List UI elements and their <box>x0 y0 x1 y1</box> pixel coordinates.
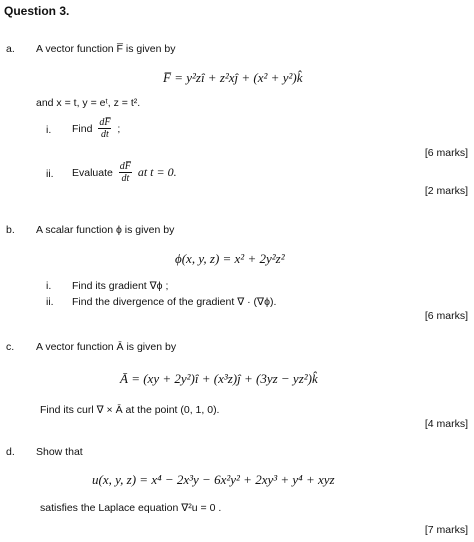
fraction-denominator: dt <box>121 173 130 184</box>
part-a-ii-label: ii. <box>46 168 54 180</box>
part-d-text: satisfies the Laplace equation ∇²u = 0 . <box>40 502 222 514</box>
part-a-ii-after: at t = 0. <box>137 165 177 179</box>
fraction-denominator: dt <box>101 129 109 140</box>
part-a-i-row <box>72 117 120 140</box>
part-a-letter: a. <box>6 43 15 55</box>
part-b-intro: A scalar function ϕ is given by <box>36 224 175 236</box>
part-a-intro: A vector function F̅ is given by <box>36 43 176 55</box>
part-b-i-label: i. <box>46 280 52 292</box>
part-c-intro: A vector function Ā is given by <box>36 341 177 353</box>
part-b-equation: ϕ(x, y, z) = x² + 2y²z² <box>175 251 285 266</box>
part-a-condition: and x = t, y = eᵗ, z = t². <box>36 97 141 109</box>
part-a-ii-row <box>72 161 177 184</box>
part-a-i-label: i. <box>46 124 52 136</box>
part-d-marks: [7 marks] <box>424 524 468 536</box>
part-b-letter: b. <box>6 224 15 236</box>
part-a-ii-marks: [2 marks] <box>424 185 468 197</box>
part-b-i-text: Find its gradient ∇ϕ ; <box>72 280 169 292</box>
part-a-i-text: Find <box>72 122 93 135</box>
question-title: Question 3. <box>4 4 70 18</box>
part-a-i-marks: [6 marks] <box>424 147 468 159</box>
part-c-letter: c. <box>6 341 15 353</box>
part-a-i-after: ; <box>117 122 121 135</box>
part-c-marks: [4 marks] <box>424 418 468 430</box>
part-b-ii-label: ii. <box>46 296 54 308</box>
part-a-ii-text: Evaluate <box>72 166 113 179</box>
part-d-equation: u(x, y, z) = x⁴ − 2x³y − 6x²y² + 2xy³ + y⁴ + xyz <box>92 472 335 487</box>
part-b-ii-text: Find the divergence of the gradient ∇ · (∇ϕ). <box>72 296 277 308</box>
part-c-text: Find its curl ∇ × Ā at the point (0, 1, 0). <box>40 404 220 416</box>
part-a-ii-fraction <box>119 161 132 184</box>
fraction-numerator: dF̅ <box>119 161 131 172</box>
part-c-equation: Ā = (xy + 2y²)î + (x³z)ĵ + (3yz − yz²)k̂ <box>120 371 318 386</box>
part-a-i-fraction <box>98 117 111 140</box>
fraction-numerator: dF̅ <box>99 117 111 128</box>
part-d-letter: d. <box>6 446 15 458</box>
part-d-intro: Show that <box>36 446 83 458</box>
part-b-marks: [6 marks] <box>424 310 468 322</box>
part-a-equation: F̅ = y²zî + z²xĵ + (x² + y²)k̂ <box>163 70 303 85</box>
